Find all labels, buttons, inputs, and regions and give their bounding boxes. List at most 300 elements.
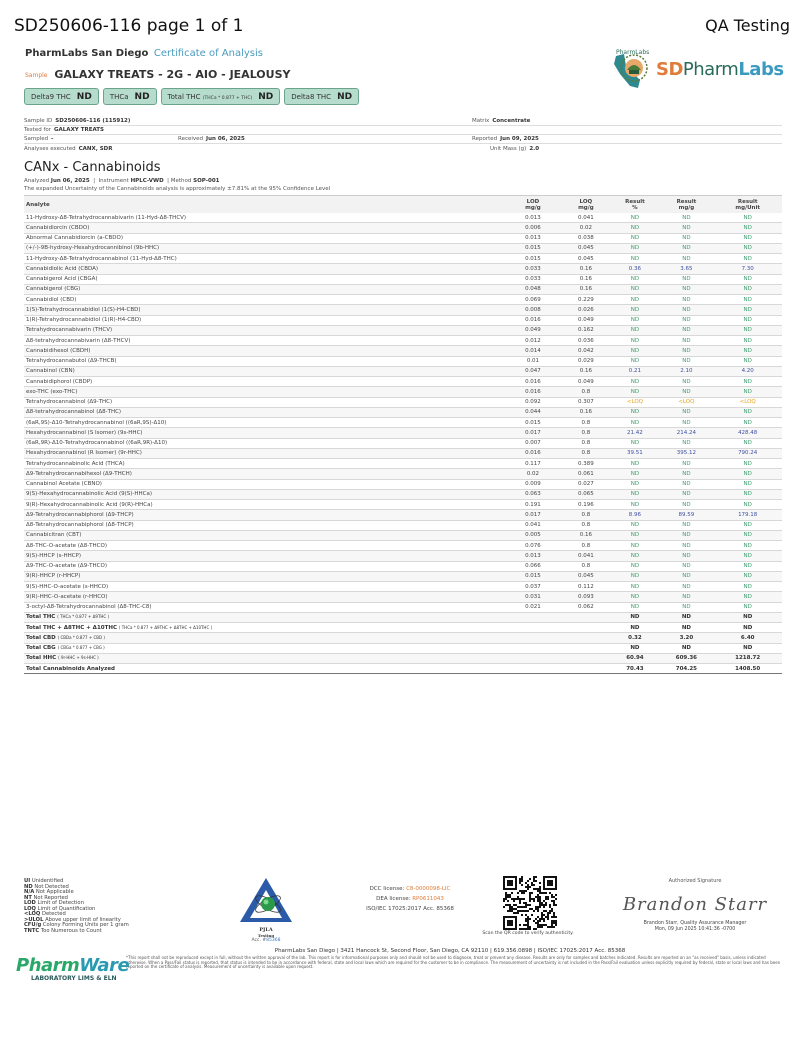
dea-license: RP0611043	[412, 896, 444, 902]
lod-value: 0.012	[525, 337, 541, 344]
table-row	[24, 439, 782, 449]
loq-value: 0.16	[579, 409, 593, 416]
reported-field: Reported Jun 09, 2025	[472, 136, 539, 142]
analyte-name: Cannabicitran (CBT)	[26, 532, 82, 539]
loq-value: 0.16	[579, 286, 593, 293]
header-result-pct: Result %	[625, 198, 645, 211]
result-pct: ND	[630, 604, 640, 611]
meta-row-sample-id	[24, 117, 782, 126]
result-mgunit: ND	[743, 245, 752, 252]
method: SOP-001	[193, 178, 220, 184]
lod-value: 0.009	[525, 481, 541, 488]
result-pct: ND	[630, 440, 640, 447]
loq-value: 0.8	[581, 563, 591, 570]
lab-heading	[25, 48, 263, 59]
analyte-name: Cannabidiphorol (CBDP)	[26, 378, 93, 385]
meta-row-sampled	[24, 135, 782, 144]
abbreviation-legend	[24, 879, 129, 934]
table-row	[24, 357, 782, 367]
unit-mass-value: 2.0	[529, 145, 540, 152]
sample-tag: Sample	[25, 71, 48, 79]
label: Analyses executed	[24, 145, 76, 152]
analyte-name: 9(R)-HHC-O-acetate (r-HHCO)	[26, 593, 108, 600]
pharmware-logo: PharmWare LABORATORY LIMS & ELN	[16, 955, 130, 982]
loq-value: 0.061	[578, 470, 594, 477]
result-mgg: 214.24	[676, 429, 697, 436]
result-pct: 0.32	[628, 634, 642, 641]
result-mgunit: ND	[743, 614, 753, 621]
loq-value: 0.196	[578, 501, 594, 508]
result-mgg: 704.25	[675, 665, 698, 672]
loq-value: 0.036	[578, 337, 594, 344]
signature-image: Brandon Starr	[622, 894, 768, 915]
badge-formula: (THCa * 0.877 + THC)	[202, 95, 253, 101]
analyses-value: CANX, SDR	[78, 145, 113, 152]
analyte-name: Tetrahydrocannabinolic Acid (THCA)	[26, 460, 125, 467]
result-mgunit: 1408.50	[735, 665, 761, 672]
result-mgg: ND	[682, 224, 691, 231]
legend-item: >ULOL Above upper limit of linearity	[24, 916, 121, 923]
lod-value: 0.191	[525, 501, 541, 508]
result-mgunit: ND	[743, 583, 752, 590]
reported-value: Jun 09, 2025	[500, 136, 539, 142]
result-mgg: ND	[682, 317, 691, 324]
table-row	[24, 592, 782, 602]
result-pct: ND	[630, 470, 640, 477]
result-pct: ND	[630, 481, 640, 488]
result-pct: 21.42	[627, 429, 643, 436]
total-row	[24, 623, 782, 633]
analyzed-date: Jun 06, 2025	[50, 178, 90, 184]
analyte-name: 9(S)-HHCP (s-HHCP)	[26, 552, 82, 559]
result-pct: ND	[630, 552, 640, 559]
lod-value: 0.016	[525, 378, 541, 385]
result-mgunit: ND	[743, 645, 753, 652]
section-subtitle: Analyzed Jun 06, 2025 | Instrument HPLC-VWD | Method SOP-001 The expanded Uncertainty of the Cannabinoids analysis is approximately ±7.81% at the 95% Confidence Level	[24, 178, 331, 192]
loq-value: 0.16	[579, 265, 593, 272]
unit-mass-field: Unit Mass (g) 2.0	[490, 145, 540, 152]
result-mgg: ND	[681, 624, 691, 631]
total-row	[24, 654, 782, 664]
result-pct: ND	[630, 522, 640, 529]
table-row	[24, 510, 782, 520]
lod-value: 0.006	[525, 224, 541, 231]
result-mgunit: ND	[743, 460, 752, 467]
result-mgunit: 4.20	[741, 368, 754, 375]
page-title: SD250606-116 page 1 of 1	[14, 16, 244, 36]
sample-id-value: SD250606-116 (115912)	[55, 118, 131, 124]
result-pct: ND	[630, 614, 640, 621]
loq-value: 0.8	[581, 542, 591, 549]
result-mgg: <LOQ	[678, 399, 695, 406]
table-row	[24, 428, 782, 438]
loq-value: 0.16	[579, 368, 593, 375]
total-row	[24, 644, 782, 654]
footer-disclaimer: *This report shall not be reproduced except in full, without the written approval of the lab. This report is for informational purposes only and should not be used to diagnose, treat or prevent any disease. Results are only for samples and batches indicated. Results are reported on an "as received" basis, unless indicated otherwise. When a Pass/Fail status is reported, that status is intended to be in accordance with federal, state and local laws which are required for the customer to be in compliance. The measurement of uncertainty is not included in the Pass/Fail evaluation unless explicitly required by federal, state or local laws and has been reported on the certificate of analysis. Measurement of uncertainty is available upon request.	[126, 955, 781, 970]
license-info: DCC license: C8-0000098-LIC DEA license: RP0611043 ISO/IEC 17025:2017 Acc. 85368	[350, 884, 470, 914]
result-mgunit: ND	[743, 337, 752, 344]
iso-accreditation: ISO/IEC 17025:2017 Acc. 85368	[366, 906, 454, 912]
result-mgg: ND	[682, 235, 691, 242]
result-pct: ND	[630, 245, 640, 252]
table-row	[24, 285, 782, 295]
table-row	[24, 326, 782, 336]
table-row	[24, 408, 782, 418]
table-row	[24, 469, 782, 479]
loq-value: 0.8	[581, 388, 591, 395]
result-mgg: ND	[682, 255, 691, 262]
loq-value: 0.027	[578, 481, 594, 488]
result-mgunit: ND	[743, 604, 752, 611]
analyte-name: exo-THC (exo-THC)	[26, 388, 78, 395]
result-mgunit: ND	[743, 563, 752, 570]
analyte-name: (6aR,9S)-Δ10-Tetrahydrocannabinol ((6aR,9S)-Δ10)	[26, 419, 167, 426]
sample-heading	[25, 68, 290, 81]
table-body	[24, 213, 782, 674]
result-pct: ND	[630, 358, 640, 365]
table-row	[24, 295, 782, 305]
badge-delta8-thc	[284, 88, 359, 105]
analyte-name: Hexahydrocannabinol (R Isomer) (9r-HHC)	[26, 450, 142, 457]
result-mgg: ND	[682, 542, 691, 549]
result-mgg: 609.36	[675, 655, 698, 662]
loq-value: 0.8	[581, 429, 591, 436]
lod-value: 0.015	[525, 255, 541, 262]
result-mgunit: ND	[743, 317, 752, 324]
result-mgg: 89.59	[678, 511, 695, 518]
analyte-name: Cannabinol (CBN)	[26, 368, 75, 375]
analyte-name: (+/-)-9B-hydroxy-Hexahydrocannibinol (9b-HHC)	[26, 245, 160, 252]
table-row	[24, 521, 782, 531]
sample-name: GALAXY TREATS - 2G - AIO - JEALOUSY	[54, 68, 291, 81]
lod-value: 0.017	[525, 429, 541, 436]
result-mgunit: ND	[743, 419, 752, 426]
total-name: Total HHC ( 9r-HHC + 9s-HHC )	[26, 655, 99, 662]
lod-value: 0.017	[525, 511, 541, 518]
result-pct: ND	[630, 317, 640, 324]
pjla-logo-icon	[236, 876, 296, 924]
header-result-mgg: Result mg/g	[676, 198, 697, 211]
result-mgunit: <LOQ	[739, 399, 756, 406]
result-pct: ND	[630, 224, 640, 231]
loq-value: 0.307	[578, 399, 594, 406]
table-row	[24, 398, 782, 408]
result-pct: 8.96	[628, 511, 642, 518]
result-mgg: ND	[682, 532, 691, 539]
lod-value: 0.066	[525, 563, 541, 570]
result-pct: ND	[630, 306, 640, 313]
badge-label: Total THC	[167, 92, 201, 101]
result-mgunit: ND	[743, 552, 752, 559]
result-mgg: 3.20	[679, 634, 694, 641]
result-mgg: 395.12	[676, 450, 697, 457]
result-mgg: ND	[682, 604, 691, 611]
analyte-name: 11-Hydroxy-Δ8-Tetrahydrocannabivarin (11-Hyd-Δ8-THCV)	[26, 214, 187, 221]
result-mgunit: ND	[743, 593, 752, 600]
analyte-name: Cannabinol Acetate (CBNO)	[26, 481, 102, 488]
badge-value: ND	[337, 91, 353, 102]
legend-item: LOD Limit of Detection	[24, 900, 84, 906]
table-row	[24, 572, 782, 582]
result-mgg: ND	[681, 614, 691, 621]
label: Tested for	[24, 127, 52, 133]
signer-name-title: Brandon Starr, Quality Assurance Manager	[643, 921, 747, 926]
analyte-name: Abnormal Cannabidiorcin (a-CBDO)	[26, 235, 123, 242]
table-row	[24, 213, 782, 223]
badge-delta9-thc	[24, 88, 99, 105]
lod-value: 0.013	[525, 552, 541, 559]
lod-value: 0.033	[525, 265, 541, 272]
analyte-name: Δ9-Tetrahydrocannabihexol (Δ9-THCH)	[26, 470, 132, 477]
total-name: Total THC + Δ8THC + Δ10THC ( THCa * 0.877 + Δ9THC + Δ8THC + Δ10THC )	[26, 624, 213, 631]
lod-value: 0.048	[525, 286, 541, 293]
lab-name: PharmLabs San Diego	[25, 48, 149, 59]
lod-value: 0.013	[525, 214, 541, 221]
result-mgunit: 1218.72	[735, 655, 761, 662]
loq-value: 0.041	[578, 552, 594, 559]
sample-metadata	[24, 117, 782, 153]
analyte-name: Δ8-tetrahydrocannabivarin (Δ8-THCV)	[26, 337, 131, 344]
logo-wordmark: SDPharmLabs	[656, 58, 784, 80]
result-mgg: ND	[682, 327, 691, 334]
lod-value: 0.076	[525, 542, 541, 549]
lod-value: 0.02	[526, 470, 540, 477]
loq-value: 0.049	[578, 317, 594, 324]
signed-datetime: Mon, 09 Jun 2025 10:41:36 -0700	[654, 926, 736, 932]
result-mgg: ND	[682, 522, 691, 529]
legend-item: LOQ Limit of Quantification	[24, 905, 96, 912]
result-pct: ND	[630, 419, 640, 426]
loq-value: 0.042	[578, 347, 594, 354]
result-mgg: ND	[682, 409, 691, 416]
result-mgg: ND	[682, 501, 691, 508]
lod-value: 0.005	[525, 532, 541, 539]
total-row	[24, 664, 782, 674]
lod-value: 0.031	[525, 593, 541, 600]
result-mgg: ND	[682, 276, 691, 283]
table-row	[24, 223, 782, 233]
header-lod: LOD mg/g	[525, 198, 541, 211]
table-row	[24, 418, 782, 428]
result-mgunit: ND	[743, 522, 752, 529]
total-row	[24, 633, 782, 643]
loq-value: 0.041	[578, 214, 594, 221]
result-mgg: ND	[682, 214, 691, 221]
analyte-name: Δ9-THC-O-acetate (Δ9-THCO)	[26, 563, 107, 570]
lod-value: 0.013	[525, 235, 541, 242]
result-pct: ND	[630, 563, 640, 570]
loq-value: 0.8	[581, 450, 591, 457]
header-loq: LOQ mg/g	[578, 198, 594, 211]
result-mgg: ND	[682, 440, 691, 447]
table-row	[24, 490, 782, 500]
result-mgunit: 6.40	[740, 634, 755, 641]
loq-value: 0.8	[581, 440, 591, 447]
lod-value: 0.117	[525, 460, 541, 467]
total-row	[24, 613, 782, 623]
result-pct: ND	[630, 491, 640, 498]
result-pct: ND	[630, 286, 640, 293]
result-mgg: ND	[682, 245, 691, 252]
pjla-name: PJLA	[259, 927, 273, 933]
result-mgunit: 179.18	[738, 511, 758, 518]
lod-value: 0.092	[525, 399, 541, 406]
table-row	[24, 480, 782, 490]
tested-for-value: GALAXY TREATS	[54, 127, 104, 133]
badge-label: THCa	[109, 92, 129, 101]
analyte-name: 1(R)-Tetrahydrocannabidiol (1(R)-H4-CBD)	[26, 317, 142, 324]
result-mgunit: ND	[743, 358, 752, 365]
badge-thca	[103, 88, 157, 105]
result-mgunit: ND	[743, 296, 752, 303]
qr-code-icon[interactable]	[503, 876, 557, 930]
table-row	[24, 367, 782, 377]
lod-value: 0.047	[525, 368, 541, 375]
result-mgg: ND	[682, 378, 691, 385]
authorized-signature	[610, 878, 780, 932]
legend-item: NT Not Reported	[24, 894, 68, 901]
table-row	[24, 316, 782, 326]
legend-item: UI Unidentified	[24, 878, 64, 884]
loq-value: 0.045	[578, 573, 594, 580]
legend-item: CFU/g Colony Forming Units per 1 gram	[24, 922, 129, 928]
analyte-name: Cannabigerol (CBG)	[26, 286, 81, 293]
table-row	[24, 377, 782, 387]
result-pct: ND	[630, 409, 640, 416]
result-mgunit: ND	[743, 347, 752, 354]
result-mgunit: ND	[743, 542, 752, 549]
analyte-name: 1(S)-Tetrahydrocannabidiol (1(S)-H4-CBD)	[26, 306, 141, 313]
result-pct: ND	[630, 460, 640, 467]
result-mgunit: ND	[743, 624, 753, 631]
table-row	[24, 541, 782, 551]
result-mgg: ND	[682, 470, 691, 477]
table-row	[24, 234, 782, 244]
result-pct: ND	[630, 388, 640, 395]
loq-value: 0.16	[579, 276, 593, 283]
total-name: Total THC ( THCa * 0.877 + Δ9THC )	[26, 614, 110, 621]
lod-value: 0.015	[525, 573, 541, 580]
table-row	[24, 387, 782, 397]
result-pct: ND	[630, 573, 640, 580]
analyte-name: Δ8-Tetrahydrocannabiphorol (Δ8-THCP)	[26, 522, 134, 529]
table-header	[24, 195, 782, 213]
instrument: HPLC-VWD	[130, 178, 164, 184]
legend-item: <LOQ Detected	[24, 911, 66, 917]
table-row	[24, 244, 782, 254]
result-pct: ND	[630, 593, 640, 600]
lod-value: 0.016	[525, 317, 541, 324]
uncertainty-note: The expanded Uncertainty of the Cannabinoids analysis is approximately ±7.81% at the 95% Confidence Level	[24, 185, 331, 192]
result-mgunit: ND	[743, 573, 752, 580]
result-mgg: 2.10	[680, 368, 693, 375]
table-row	[24, 562, 782, 572]
lod-value: 0.016	[525, 450, 541, 457]
result-mgg: ND	[681, 645, 691, 652]
analyte-name: 9(S)-HHC-O-acetate (s-HHCO)	[26, 583, 109, 590]
analyte-name: Δ8-THC-O-acetate (Δ8-THCO)	[26, 542, 107, 549]
pjla-sub: Testing	[257, 933, 275, 938]
result-mgg: ND	[682, 460, 691, 467]
badge-value: ND	[76, 91, 92, 102]
result-mgunit: ND	[743, 481, 752, 488]
result-pct: ND	[630, 532, 640, 539]
lod-value: 0.007	[525, 440, 541, 447]
result-mgg: ND	[682, 347, 691, 354]
result-mgg: ND	[682, 593, 691, 600]
result-mgunit: ND	[743, 235, 752, 242]
analyte-name: Cannabidiorcin (CBDO)	[26, 224, 90, 231]
result-mgunit: ND	[743, 286, 752, 293]
table-row	[24, 551, 782, 561]
table-row	[24, 582, 782, 592]
lod-value: 0.014	[525, 347, 541, 354]
lod-value: 0.033	[525, 276, 541, 283]
table-row	[24, 264, 782, 274]
analyte-name: Δ9-Tetrahydrocannabiphorol (Δ9-THCP)	[26, 511, 134, 518]
qr-caption: Scan the QR code to verify authenticity.	[482, 931, 574, 936]
result-mgg: ND	[682, 419, 691, 426]
table-row	[24, 346, 782, 356]
received-field: Received Jun 06, 2025	[178, 136, 245, 142]
received-value: Jun 06, 2025	[206, 136, 245, 142]
loq-value: 0.049	[578, 378, 594, 385]
lod-value: 0.041	[525, 522, 541, 529]
analyte-name: Tetrahydrocannabinol (Δ9-THC)	[26, 399, 113, 406]
analyte-name: 11-Hydroxy-Δ8-Tetrahydrocannabinol (11-Hyd-Δ8-THC)	[26, 255, 177, 262]
table-row	[24, 449, 782, 459]
document-type: Certificate of Analysis	[153, 48, 263, 59]
lod-value: 0.015	[525, 419, 541, 426]
result-pct: ND	[630, 214, 640, 221]
result-mgg: ND	[682, 573, 691, 580]
result-mgg: ND	[682, 583, 691, 590]
table-row	[24, 603, 782, 613]
result-pct: ND	[630, 255, 640, 262]
result-pct: ND	[630, 378, 640, 385]
result-mgg: ND	[682, 306, 691, 313]
matrix-field: Matrix Concentrate	[472, 118, 531, 124]
loq-value: 0.029	[578, 358, 594, 365]
result-mgunit: 428.48	[738, 429, 758, 436]
loq-value: 0.229	[578, 296, 594, 303]
result-pct: <LOQ	[626, 399, 643, 406]
analyte-name: Cannabidihexol (CBDH)	[26, 347, 91, 354]
loq-value: 0.093	[578, 593, 594, 600]
dcc-license: C8-0000098-LIC	[406, 886, 451, 892]
analyte-name: 9(R)-HHCP (r-HHCP)	[26, 573, 81, 580]
loq-value: 0.16	[579, 532, 593, 539]
result-mgg: ND	[682, 563, 691, 570]
result-mgunit: ND	[743, 306, 752, 313]
summary-badges	[24, 88, 359, 105]
loq-value: 0.062	[578, 604, 594, 611]
result-mgunit: 7.30	[741, 265, 754, 272]
result-mgg: 3.65	[680, 265, 693, 272]
meta-row-analyses	[24, 144, 782, 153]
total-name: Total Cannabinoids Analyzed	[26, 665, 115, 672]
result-pct: ND	[630, 296, 640, 303]
result-pct: 60.94	[626, 655, 644, 662]
analyte-name: 9(R)-Hexahydrocannabinolic Acid (9(R)-HHCa)	[26, 501, 153, 508]
lod-value: 0.044	[525, 409, 541, 416]
analyte-name: Cannabigerol Acid (CBGA)	[26, 276, 98, 283]
lod-value: 0.049	[525, 327, 541, 334]
result-pct: 0.21	[628, 368, 642, 375]
analyte-name: Cannabidiol (CBD)	[26, 296, 77, 303]
result-pct: ND	[630, 347, 640, 354]
legend-item: ND Not Detected	[24, 883, 69, 890]
